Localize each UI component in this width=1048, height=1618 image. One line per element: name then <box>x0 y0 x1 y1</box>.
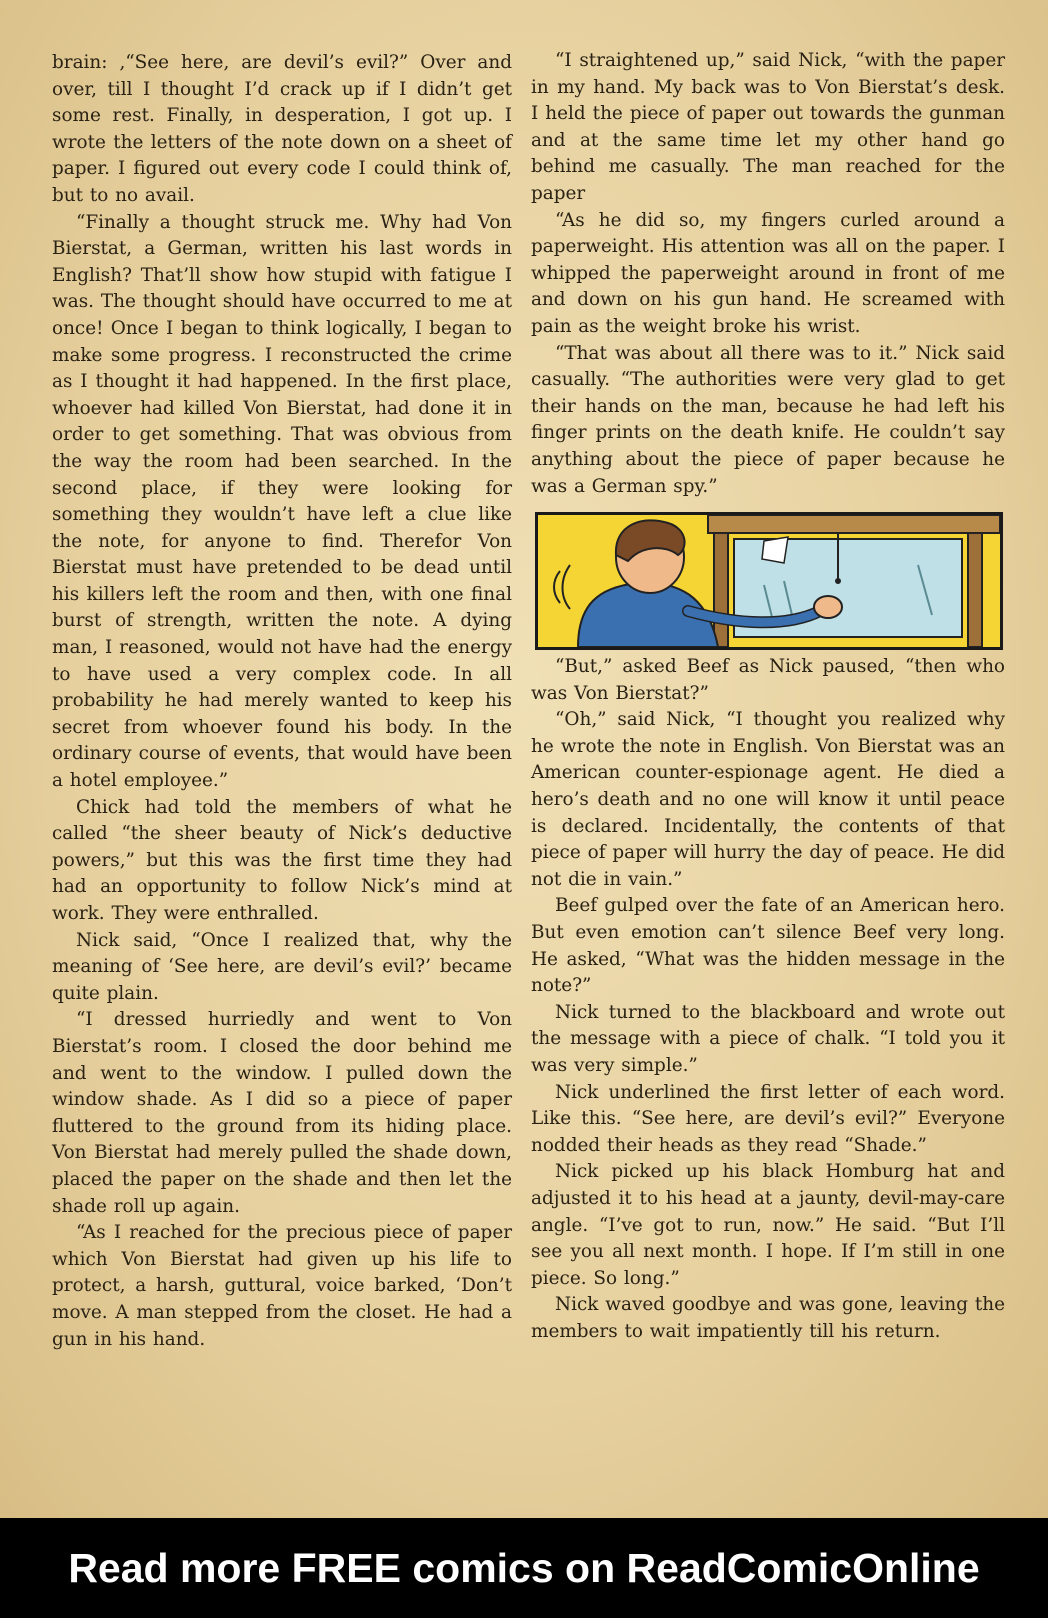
paragraph: Nick underlined the first letter of each word. Like this. “See here, are devil’s evil?” Everyone nodded their heads as they read “Shade.” <box>531 1081 1005 1156</box>
paragraph: brain: ,“See here, are devil’s evil?” Over and over, till I thought I’d crack up if I didn’t get some rest. Finally, in desperation, I got up. I wrote the letters of the note down on a sheet of paper. I figured out every code I could think of, but to no avail. <box>52 52 512 206</box>
paragraph: “I straightened up,” said Nick, “with the paper in my hand. My back was to Von Bierstat’s desk. I held the piece of paper out towards the gunman and at the same time let my other hand go behind me casually. The man reached for the paper <box>531 50 1005 204</box>
paragraph: “As I reached for the precious piece of paper which Von Bierstat had given up his life to protect, a harsh, guttural, voice barked, ‘Don’t move. A man stepped from the closet. He had a gun in his hand. <box>52 1222 512 1350</box>
paragraph: “That was about all there was to it.” Nick said casually. “The authorities were very glad to get their hands on the man, because he had left his finger prints on the death knife. He couldn’t say anything about the piece of paper because he was a German spy.” <box>531 342 1005 497</box>
left-text-column <box>52 50 512 1353</box>
illustration-panel <box>535 512 1003 650</box>
man-at-window-illustration <box>538 515 1000 647</box>
promo-banner[interactable]: Read more FREE comics on ReadComicOnline <box>0 1518 1048 1618</box>
paragraph: Nick turned to the blackboard and wrote out the message with a piece of chalk. “I told you it was very simple.” <box>531 1001 1005 1076</box>
paragraph: Beef gulped over the fate of an American hero. But even emotion can’t silence Beef very long. He asked, “What was the hidden message in the note?” <box>531 895 1005 997</box>
paragraph: “Oh,” said Nick, “I thought you realized why he wrote the note in English. Von Bierstat was an American counter-espionage agent. He died a hero’s death and no one will know it until peace is declared. Incidentally, the contents of that piece of paper will hurry the day of peace. He did not die in vain.” <box>531 709 1005 890</box>
paragraph: Nick waved goodbye and was gone, leaving the members to wait impatiently till his return. <box>531 1294 1005 1342</box>
paragraph: “Finally a thought struck me. Why had Von Bierstat, a German, written his last words in English? That’ll show how stupid with fatigue I was. The thought should have occurred to me at once! Once I began to think logically, I began to make some progress. I reconstructed the crime as I thought it had happened. In the first place, whoever had killed Von Bierstat, had done it in order to get something. That was obvious from the way the room had been searched. In the second place, if they were looking for something they wouldn’t have left a clue like the note, for anyone to find. Therefor Von Bierstat must have pretended to be dead until his killers left the room and then, with one final burst of strength, written the note. A dying man, I reasoned, would not have had the energy to have used a very complex code. In all probability he had merely wanted to keep his secret from whoever found his body. In the ordinary course of events, that would have been a hotel employee.” <box>52 211 512 792</box>
paragraph: Chick had told the members of what he called “the sheer beauty of Nick’s deductive powers,” but this was the first time they had had an opportunity to follow Nick’s mind at work. They were enthralled. <box>52 796 512 924</box>
paragraph: “I dressed hurriedly and went to Von Bierstat’s room. I closed the door behind me and went to the window. I pulled down the window shade. As I did so a piece of paper fluttered to the ground from its hiding place. Von Bierstat had merely pulled the shade down, placed the paper on the shade and then let the shade roll up again. <box>52 1009 512 1217</box>
paragraph: “As he did so, my fingers curled around a paperweight. His attention was all on the paper. I whipped the paperweight around in front of me and down on his gun hand. He screamed with pain as the weight broke his wrist. <box>531 209 1005 337</box>
right-text-column <box>531 48 1005 1346</box>
paragraph: Nick said, “Once I realized that, why the meaning of ‘See here, are devil’s evil?’ became quite plain. <box>52 929 512 1004</box>
paragraph: “But,” asked Beef as Nick paused, “then who was Von Bierstat?” <box>531 656 1005 704</box>
paragraph: Nick picked up his black Homburg hat and adjusted it to his head at a jaunty, devil-may-care angle. “I’ve got to run, now.” He said. “But I’ll see you all next month. I hope. If I’m still in one piece. So long.” <box>531 1161 1005 1289</box>
